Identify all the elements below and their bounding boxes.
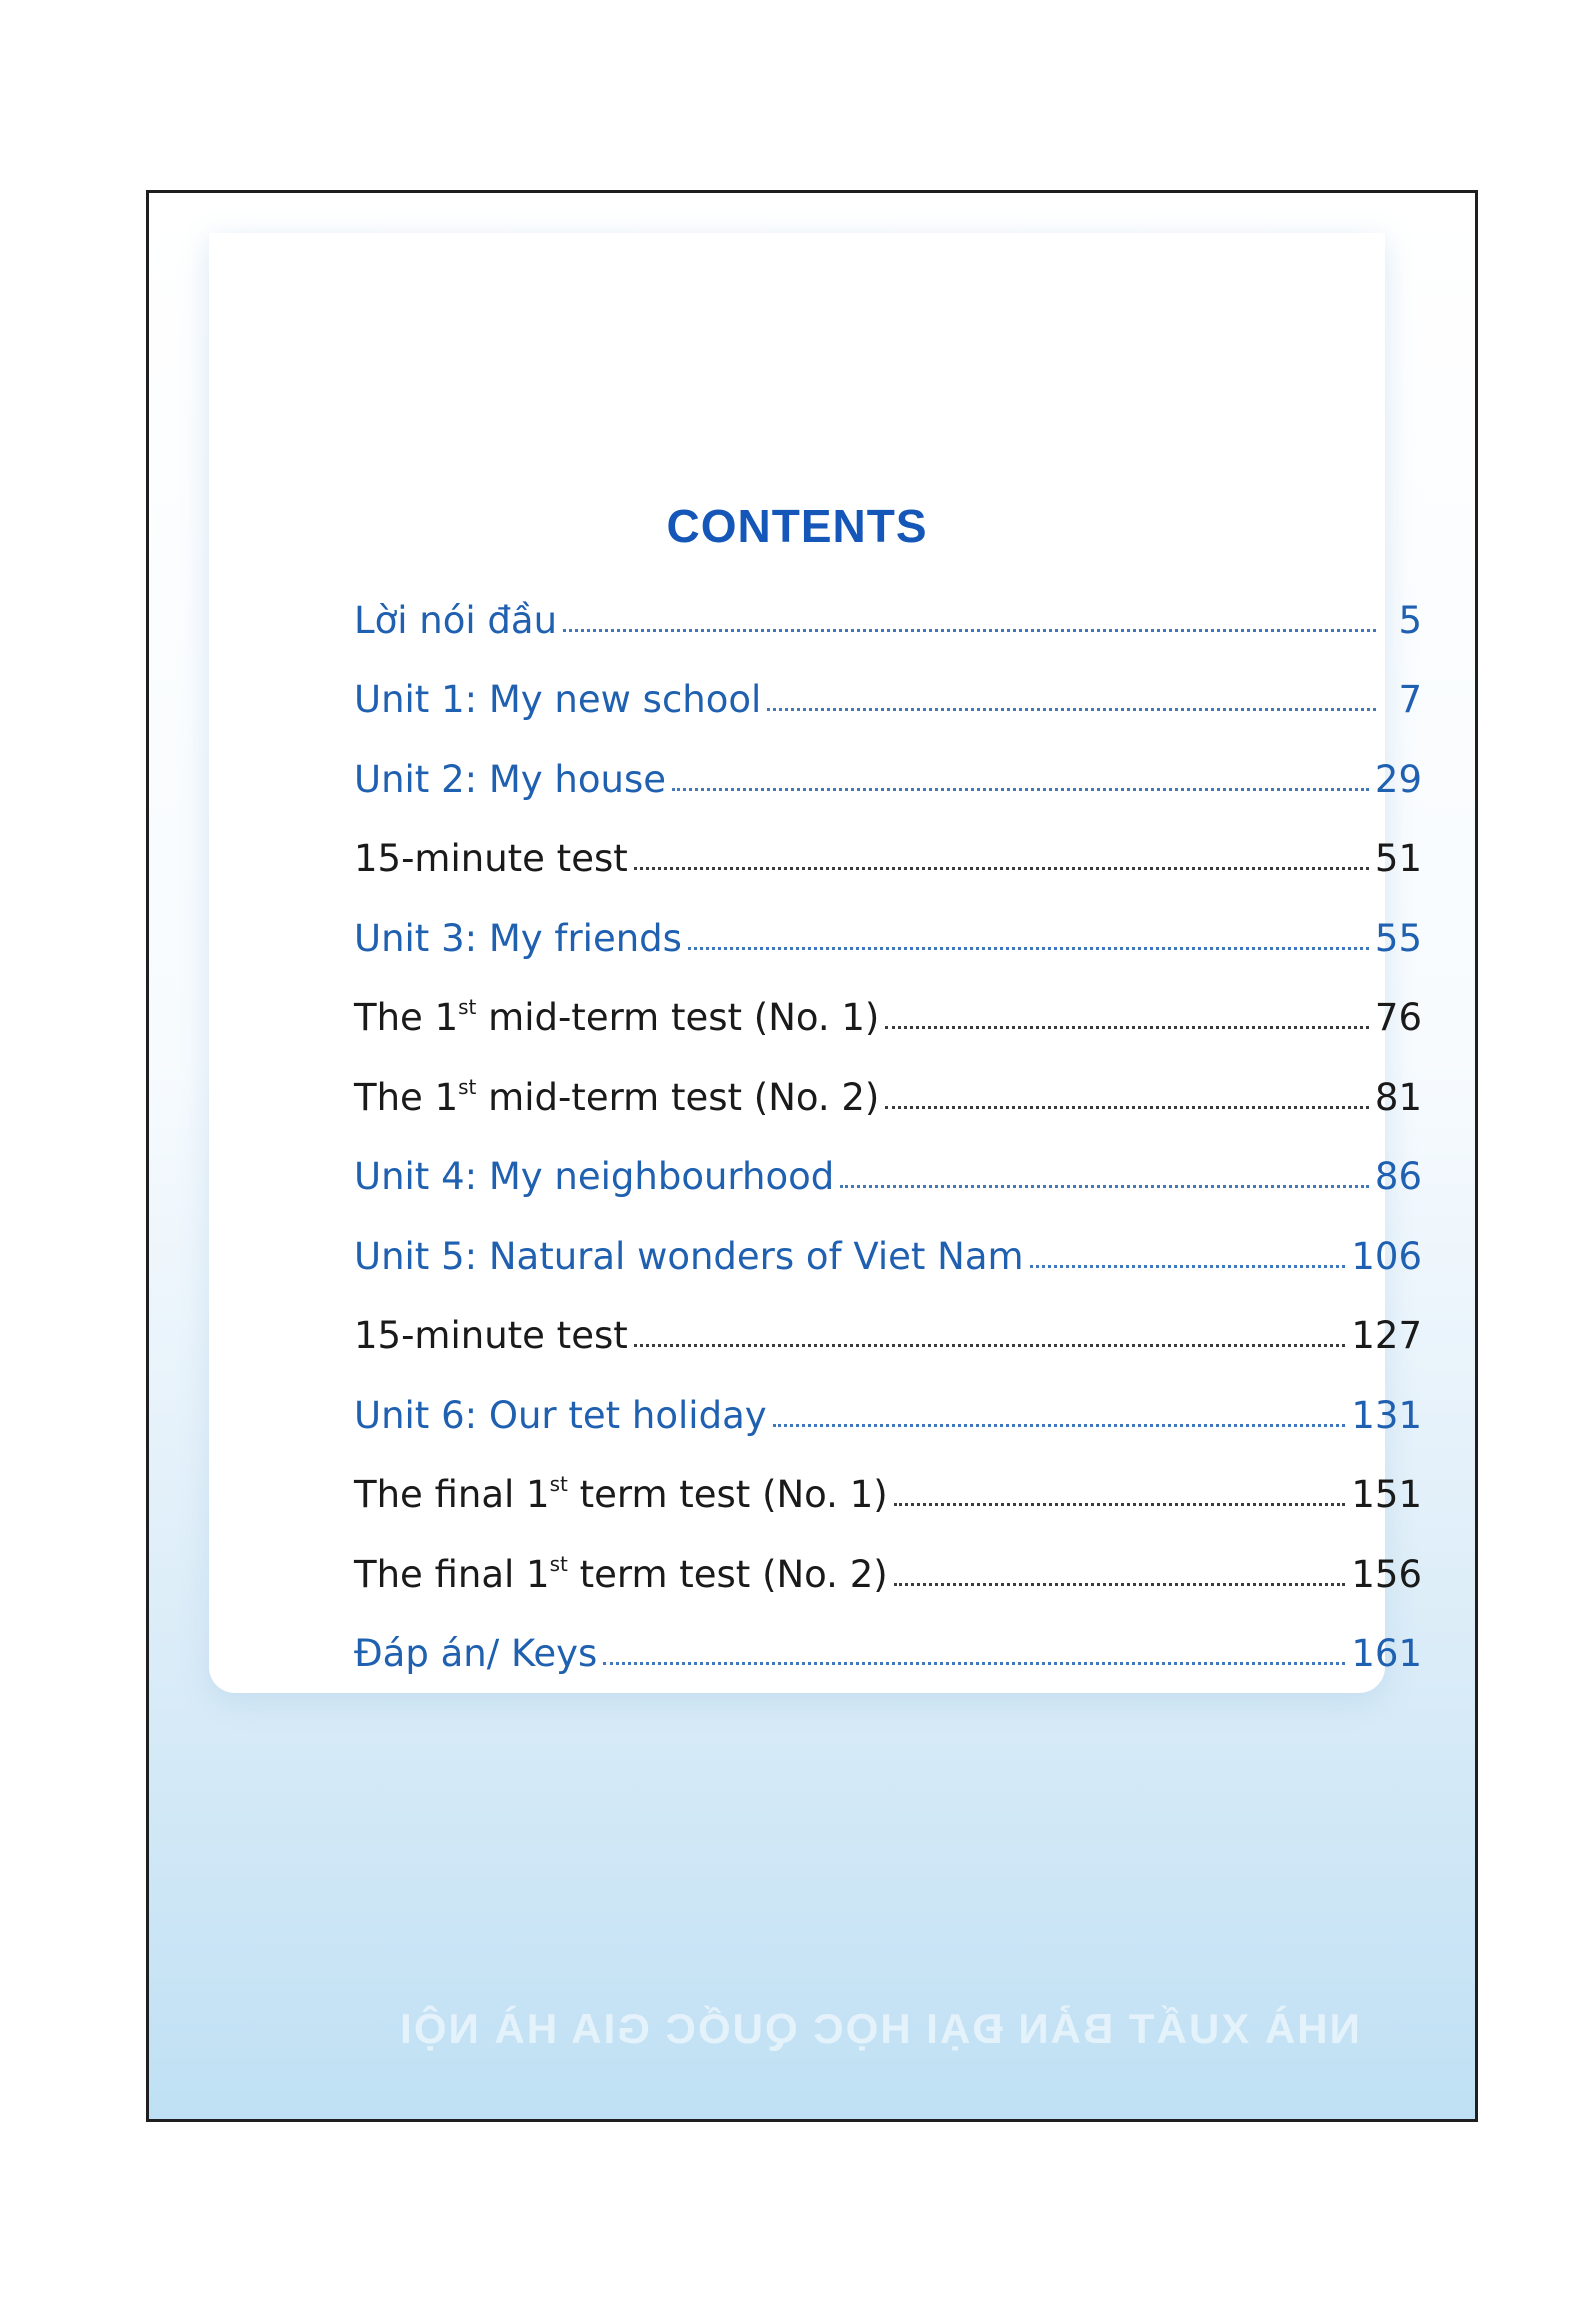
toc-entry-page: 76 [1374, 996, 1422, 1039]
toc-entry-page: 156 [1351, 1552, 1422, 1596]
toc-entry [354, 812, 1422, 892]
toc-entry-label: Lời nói đầu [354, 598, 558, 642]
toc-entry-label: Unit 3: My friends [354, 916, 682, 960]
page-title: CONTENTS [666, 500, 928, 552]
toc-entry-page: 29 [1374, 757, 1422, 801]
toc-entry [354, 1527, 1422, 1607]
dot-leader [773, 1424, 1346, 1427]
dot-leader [885, 1026, 1369, 1029]
toc-entry [354, 732, 1422, 812]
toc-entry [354, 573, 1422, 653]
toc-entry [354, 971, 1422, 1051]
toc-entry-page: 55 [1374, 916, 1422, 960]
dot-leader [767, 708, 1376, 711]
toc-entry-label: Unit 4: My neighbourhood [354, 1155, 835, 1198]
toc-entry-page: 86 [1374, 1155, 1422, 1198]
toc-entry [354, 1130, 1422, 1210]
toc-entry [354, 891, 1422, 971]
dot-leader [894, 1583, 1346, 1586]
toc-entry-page: 81 [1374, 1075, 1422, 1119]
toc-entry-label: 15-minute test [354, 1314, 628, 1357]
toc-entry-label: Unit 1: My new school [354, 678, 762, 721]
dot-leader [634, 867, 1369, 870]
toc-entry-page: 161 [1351, 1632, 1422, 1675]
toc-entry-label: The final 1st term test (No. 2) [354, 1551, 888, 1596]
dot-leader [688, 947, 1369, 950]
dot-leader [672, 788, 1369, 791]
toc-entry-label: The final 1st term test (No. 1) [354, 1472, 888, 1516]
toc-entry [354, 1368, 1422, 1448]
toc-entry-page: 151 [1351, 1473, 1422, 1516]
dot-leader [885, 1106, 1369, 1109]
toc-entry-label: The 1st mid-term test (No. 1) [354, 995, 880, 1039]
toc-entry [354, 1448, 1422, 1528]
dot-leader [840, 1185, 1369, 1188]
toc-entry-label: The 1st mid-term test (No. 2) [354, 1074, 880, 1119]
toc-entry [354, 1607, 1422, 1687]
toc-entry-page: 106 [1351, 1234, 1422, 1278]
toc-entry [354, 1289, 1422, 1369]
dot-leader [634, 1344, 1346, 1347]
toc-entry-label: Unit 6: Our tet holiday [354, 1393, 767, 1437]
toc-entry-label: Unit 5: Natural wonders of Viet Nam [354, 1234, 1024, 1278]
page-frame [146, 190, 1478, 2122]
toc-entry-label: Đáp án/ Keys [354, 1632, 598, 1675]
toc-entry-page: 7 [1398, 678, 1422, 721]
publisher-watermark: NHÀ XUẤT BẢN ĐẠI HỌC QUỐC GIA HÀ NỘI [398, 2005, 1360, 2052]
toc-entry [354, 1050, 1422, 1130]
dot-leader [894, 1503, 1346, 1506]
dot-leader [1030, 1265, 1346, 1268]
toc-panel [209, 233, 1422, 1693]
toc-entry-page: 131 [1351, 1393, 1422, 1437]
toc-entry [354, 1209, 1422, 1289]
toc-entry [354, 653, 1422, 733]
toc-entry-label: Unit 2: My house [354, 757, 667, 801]
toc-entry-page: 127 [1351, 1314, 1422, 1357]
toc-entry-page: 51 [1374, 837, 1422, 880]
dot-leader [563, 629, 1376, 632]
toc-list [354, 573, 1422, 1686]
toc-entry-label: 15-minute test [354, 837, 628, 880]
toc-entry-page: 5 [1398, 598, 1422, 642]
dot-leader [603, 1662, 1345, 1665]
